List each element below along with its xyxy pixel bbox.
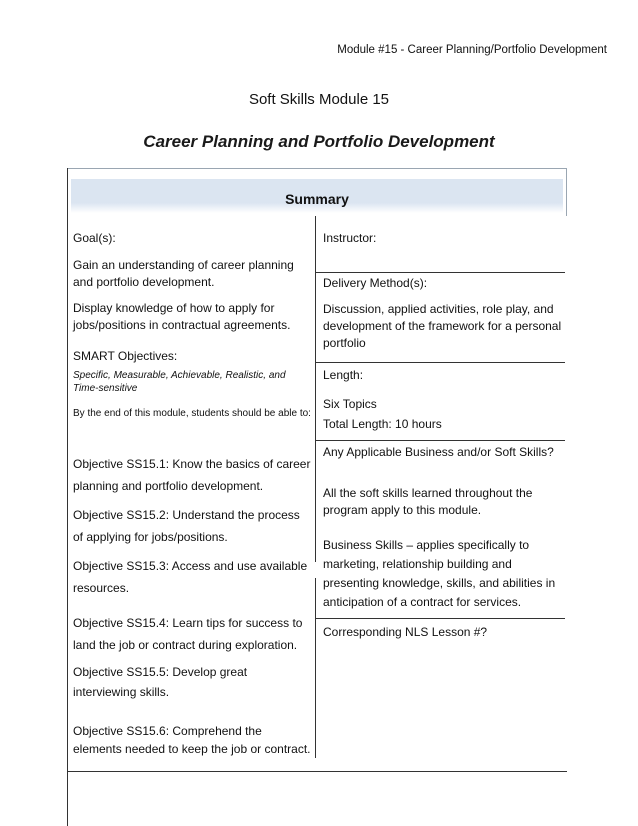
length-label: Length:	[323, 368, 364, 382]
length-topics: Six Topics	[323, 397, 377, 411]
row-divider	[315, 440, 565, 441]
delivery-label: Delivery Method(s):	[323, 276, 428, 290]
table-left-border	[67, 168, 68, 826]
objective-item: Objective SS15.4: Learn tips for success to land the job or contract during exploration.	[73, 616, 303, 652]
goal-2: Display knowledge of how to apply for jobs/positions in contractual agreements.	[73, 301, 291, 332]
column-divider	[315, 216, 316, 562]
business-label: Any Applicable Business and/or Soft Skills?	[323, 445, 554, 459]
business-text-2: Business Skills – applies specifically to marketing, relationship building and presenting knowledge, skills, and abilities in anticipation of a contract for services.	[323, 538, 556, 609]
objective-item: Objective SS15.5: Develop great interviewing skills.	[73, 665, 248, 699]
delivery-text: Discussion, applied activities, role play, and development of the framework for a personal portfolio	[323, 302, 562, 350]
nls-label: Corresponding NLS Lesson #?	[323, 625, 488, 639]
objective-item: Objective SS15.2: Understand the process of applying for jobs/positions.	[73, 508, 300, 544]
business-text-1: All the soft skills learned throughout the program apply to this module.	[323, 486, 533, 517]
objective-item: Objective SS15.3: Access and use available resources.	[73, 559, 308, 595]
goal-1: Gain an understanding of career planning and portfolio development.	[73, 258, 294, 289]
table-bottom-rule	[67, 771, 567, 772]
module-title: Soft Skills Module 15	[248, 91, 390, 108]
objective-item: Objective SS15.1: Know the basics of career planning and portfolio development.	[73, 457, 311, 493]
objective-item: Objective SS15.6: Comprehend the elements needed to keep the job or contract.	[73, 724, 311, 756]
instructor-label: Instructor:	[323, 231, 377, 245]
running-header: Module #15 - Career Planning/Portfolio Development	[337, 44, 607, 56]
summary-heading: Summary	[285, 191, 349, 207]
row-divider	[315, 362, 565, 363]
smart-label: SMART Objectives:	[73, 349, 178, 363]
row-divider	[315, 272, 565, 273]
main-title: Career Planning and Portfolio Development	[143, 132, 495, 151]
smart-description: Specific, Measurable, Achievable, Realistic, and Time-sensitive	[73, 370, 286, 394]
objectives-intro: By the end of this module, students should be able to:	[73, 408, 311, 419]
summary-table	[67, 168, 567, 826]
goals-label: Goal(s):	[73, 231, 116, 245]
row-divider	[315, 618, 565, 619]
length-total: Total Length: 10 hours	[323, 417, 442, 431]
column-divider	[315, 578, 316, 758]
